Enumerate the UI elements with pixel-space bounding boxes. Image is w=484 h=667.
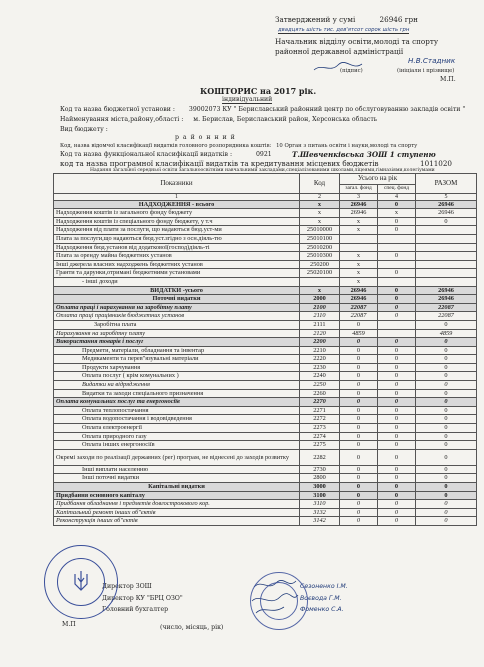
row-code: 3100 xyxy=(300,491,340,500)
row-label: Оплата електроенергії xyxy=(54,424,300,433)
table-row xyxy=(54,398,477,407)
footer-date-caption: (число, місяць, рік) xyxy=(160,624,224,631)
table-header-row xyxy=(54,174,477,185)
table-row xyxy=(54,252,477,261)
row-general-fund: 0 xyxy=(340,355,378,364)
row-general-fund: 0 xyxy=(340,346,378,355)
row-general-fund: 0 xyxy=(340,381,378,390)
row-total: 0 xyxy=(416,491,477,500)
row-total: 4859 xyxy=(416,329,477,338)
table-row xyxy=(54,277,477,286)
row-special-fund: 0 xyxy=(378,474,416,483)
table-row xyxy=(54,234,477,243)
row-label: Придбання обладнання і предметів довгострокового кор. xyxy=(54,500,300,509)
field-departmental xyxy=(60,143,417,149)
row-general-fund: 0 xyxy=(340,500,378,509)
row-label: Нарахування на заробітну плату xyxy=(54,329,300,338)
row-code: 2270 xyxy=(300,398,340,407)
row-special-fund: 0 xyxy=(378,508,416,517)
row-general-fund: 0 xyxy=(340,320,378,329)
row-total: 26946 xyxy=(416,209,477,218)
row-code: 3000 xyxy=(300,483,340,492)
row-general-fund: 0 xyxy=(340,363,378,372)
row-general-fund: 0 xyxy=(340,406,378,415)
row-special-fund: 0 xyxy=(378,355,416,364)
row-special-fund xyxy=(378,277,416,286)
row-label: Плата за послуги,що надаються бюд.уст.згідно з осн.діяль-тю xyxy=(54,234,300,243)
row-total: 0 xyxy=(416,217,477,226)
row-code: 2111 xyxy=(300,320,340,329)
row-label: Оплата послуг ( крім комунальних ) xyxy=(54,372,300,381)
row-special-fund: 0 xyxy=(378,252,416,261)
row-total: 0 xyxy=(416,500,477,509)
table-row xyxy=(54,260,477,269)
table-row xyxy=(54,432,477,441)
field-functional xyxy=(60,151,272,158)
approval-sign-caption-2: (ініціали і прізвище) xyxy=(397,68,455,74)
official-stamp-left xyxy=(44,545,118,619)
table-row xyxy=(54,508,477,517)
table-row xyxy=(54,415,477,424)
row-total: 0 xyxy=(416,441,477,450)
row-special-fund: 0 xyxy=(378,338,416,347)
approval-line1 xyxy=(275,15,418,24)
row-code: 25010200 xyxy=(300,243,340,252)
row-general-fund: 0 xyxy=(340,483,378,492)
row-total xyxy=(416,252,477,261)
signature-name-chief-accountant: Фоменко С.А. xyxy=(300,606,344,613)
row-code: 2220 xyxy=(300,355,340,364)
row-general-fund xyxy=(340,243,378,252)
row-special-fund: 0 xyxy=(378,312,416,321)
field-location xyxy=(60,116,377,123)
row-special-fund: 0 xyxy=(378,415,416,424)
col-number: 1 xyxy=(54,193,300,200)
row-general-fund: 0 xyxy=(340,474,378,483)
row-total xyxy=(416,269,477,278)
row-special-fund: 0 xyxy=(378,398,416,407)
table-row xyxy=(54,200,477,209)
row-label: Надходження бюд.установ від додаткової(господ)діяль-ті xyxy=(54,243,300,252)
row-total: 0 xyxy=(416,363,477,372)
row-general-fund: 26946 xyxy=(340,286,378,295)
row-total xyxy=(416,277,477,286)
table-row xyxy=(54,500,477,509)
row-special-fund: 0 xyxy=(378,295,416,304)
row-total: 0 xyxy=(416,320,477,329)
field-departmental-value: 10 Орган з питань освіти і науки,молоді та спорту xyxy=(276,143,418,149)
table-row xyxy=(54,295,477,304)
table-row xyxy=(54,483,477,492)
col-header-indicators: Показники xyxy=(54,174,300,194)
row-code: 3110 xyxy=(300,500,340,509)
table-row xyxy=(54,217,477,226)
field-program-label: код та назва програмної класифікації видатків та кредитування місцевих бюджетів xyxy=(60,159,379,168)
field-institution-label: Код та назва бюджетної установи : xyxy=(60,106,175,113)
row-total: 0 xyxy=(416,508,477,517)
row-code: x xyxy=(300,286,340,295)
row-code: 250200 xyxy=(300,260,340,269)
row-label: Інші виплати населенню xyxy=(54,465,300,474)
row-special-fund: 0 xyxy=(378,491,416,500)
row-general-fund: x xyxy=(340,260,378,269)
row-code: 2274 xyxy=(300,432,340,441)
row-label: Заробітна плата xyxy=(54,320,300,329)
row-total xyxy=(416,226,477,235)
row-label: Плата за оренду майна бюджетних установ xyxy=(54,252,300,261)
row-general-fund: 4859 xyxy=(340,329,378,338)
row-general-fund: x xyxy=(340,252,378,261)
row-general-fund: 0 xyxy=(340,432,378,441)
row-special-fund: 0 xyxy=(378,217,416,226)
row-code: x xyxy=(300,200,340,209)
row-special-fund xyxy=(378,243,416,252)
table-row xyxy=(54,226,477,235)
row-special-fund: 0 xyxy=(378,363,416,372)
col-header-total: РАЗОМ xyxy=(416,174,477,194)
row-general-fund: 22087 xyxy=(340,312,378,321)
table-row xyxy=(54,209,477,218)
row-total: 0 xyxy=(416,517,477,526)
row-label: Інші джерела власних надходжень бюджетних установ xyxy=(54,260,300,269)
row-code: 25010000 xyxy=(300,226,340,235)
row-total: 0 xyxy=(416,432,477,441)
table-row xyxy=(54,389,477,398)
row-general-fund: 0 xyxy=(340,424,378,433)
table-row xyxy=(54,329,477,338)
approval-position-2: районної державної адміністрації xyxy=(275,47,404,56)
row-special-fund: 0 xyxy=(378,372,416,381)
budget-table xyxy=(53,173,477,526)
row-total: 0 xyxy=(416,398,477,407)
row-label: Оплата інших енергоносіїв xyxy=(54,441,300,450)
field-institution-value: 39002073 КУ " Бериславський районний центр по обслуговуванню закладів освіти " xyxy=(188,106,466,113)
table-row xyxy=(54,363,477,372)
row-special-fund: 0 xyxy=(378,303,416,312)
table-row xyxy=(54,474,477,483)
row-special-fund: 0 xyxy=(378,483,416,492)
approval-mp: М.П. xyxy=(440,76,456,83)
row-special-fund xyxy=(378,320,416,329)
row-special-fund: 0 xyxy=(378,424,416,433)
row-label: Оплата водопостачання і водовідведення xyxy=(54,415,300,424)
row-label: Видатки на відрядження xyxy=(54,381,300,390)
table-row xyxy=(54,424,477,433)
row-code: 3132 xyxy=(300,508,340,517)
row-label: Оплата праці і нарахування на заробітну плату xyxy=(54,303,300,312)
row-total: 26946 xyxy=(416,295,477,304)
row-label: Надходження коштів із спеціального фонду бюджету, у т.ч xyxy=(54,217,300,226)
field-departmental-label: Код, назва відомчої класифікації видатків головного розпорядника коштів: xyxy=(60,143,272,149)
table-row xyxy=(54,346,477,355)
table-row xyxy=(54,406,477,415)
row-label: Предмети, матеріали, обладнання та інвентар xyxy=(54,346,300,355)
row-total: 0 xyxy=(416,372,477,381)
row-special-fund xyxy=(378,329,416,338)
signature-role-director-school: Директор ЗОШ xyxy=(102,583,152,590)
row-total: 0 xyxy=(416,474,477,483)
row-code: 2271 xyxy=(300,406,340,415)
field-budget-type-label: Вид бюджету : xyxy=(60,126,108,133)
footer-mp: М.П xyxy=(62,621,76,628)
row-general-fund: 0 xyxy=(340,389,378,398)
col-header-code: Код xyxy=(300,174,340,194)
row-total: 0 xyxy=(416,346,477,355)
row-general-fund: 26946 xyxy=(340,295,378,304)
row-label: НАДХОДЖЕННЯ - всього xyxy=(54,200,300,209)
row-total xyxy=(416,234,477,243)
col-header-special-fund: спец. фонд xyxy=(378,185,416,194)
row-general-fund: 26946 xyxy=(340,200,378,209)
row-general-fund: 0 xyxy=(340,372,378,381)
row-general-fund: 26946 xyxy=(340,209,378,218)
table-col-numbers-row xyxy=(54,193,477,200)
row-label: - інші доходи xyxy=(54,277,300,286)
row-code: 2210 xyxy=(300,346,340,355)
field-institution xyxy=(60,106,465,113)
table-row xyxy=(54,312,477,321)
row-special-fund: 0 xyxy=(378,346,416,355)
document-subtitle: індивідуальний xyxy=(222,96,273,103)
row-special-fund: 0 xyxy=(378,449,416,465)
row-code: 2230 xyxy=(300,363,340,372)
row-special-fund: 0 xyxy=(378,286,416,295)
row-total: 22087 xyxy=(416,303,477,312)
row-label: Видатки та заходи спеціального призначення xyxy=(54,389,300,398)
row-label: Капітальний ремонт інших об"єктів xyxy=(54,508,300,517)
approval-amount-words: двадцять шість тис. дев'ятсот сорок шість грн xyxy=(278,27,410,33)
row-general-fund: 22087 xyxy=(340,303,378,312)
row-special-fund: 0 xyxy=(378,389,416,398)
approval-position: Начальник відділу освіти,молоді та спорту xyxy=(275,37,439,46)
table-row xyxy=(54,517,477,526)
row-label: Оплата комунальних послуг та енергоносіїв xyxy=(54,398,300,407)
col-header-year-total: Усього на рік xyxy=(340,174,416,185)
row-total: 0 xyxy=(416,465,477,474)
field-functional-value: 0921 xyxy=(256,151,272,158)
row-total: 0 xyxy=(416,355,477,364)
row-special-fund: 0 xyxy=(378,500,416,509)
col-number: 2 xyxy=(300,193,340,200)
table-row xyxy=(54,338,477,347)
field-budget-type-value: р а й о н н и й xyxy=(175,134,236,141)
trident-icon xyxy=(73,570,89,592)
row-code: 2273 xyxy=(300,424,340,433)
table-row xyxy=(54,303,477,312)
row-label: Окремі заходи по реалізації державних (рег) програм, не віднесені до заходів розвитку xyxy=(54,449,300,465)
row-code: 2800 xyxy=(300,474,340,483)
row-total: 0 xyxy=(416,406,477,415)
row-code: 2000 xyxy=(300,295,340,304)
row-total xyxy=(416,260,477,269)
row-label: Використання товарів і послуг xyxy=(54,338,300,347)
row-special-fund xyxy=(378,234,416,243)
row-code: 25010100 xyxy=(300,234,340,243)
approval-signature xyxy=(312,58,372,68)
signature-name-director-school: Сезоненко І.М. xyxy=(300,583,348,590)
row-label: Поточні видатки xyxy=(54,295,300,304)
row-total: 22087 xyxy=(416,312,477,321)
row-code: x xyxy=(300,217,340,226)
row-special-fund: 0 xyxy=(378,441,416,450)
row-general-fund: 0 xyxy=(340,465,378,474)
row-code xyxy=(300,277,340,286)
row-total: 0 xyxy=(416,415,477,424)
table-row xyxy=(54,243,477,252)
row-total: 0 xyxy=(416,449,477,465)
table-row xyxy=(54,355,477,364)
table-row xyxy=(54,465,477,474)
row-code: 2260 xyxy=(300,389,340,398)
row-general-fund: 0 xyxy=(340,491,378,500)
row-total: 0 xyxy=(416,483,477,492)
row-code: 25010300 xyxy=(300,252,340,261)
row-general-fund xyxy=(340,234,378,243)
row-code: 2110 xyxy=(300,312,340,321)
approval-label: Затверджений у сумі xyxy=(275,15,356,24)
row-general-fund: 0 xyxy=(340,415,378,424)
row-general-fund: x xyxy=(340,226,378,235)
row-total: 0 xyxy=(416,381,477,390)
row-special-fund: 0 xyxy=(378,200,416,209)
row-special-fund: 0 xyxy=(378,465,416,474)
row-label: Продукти харчування xyxy=(54,363,300,372)
row-code: 2240 xyxy=(300,372,340,381)
row-special-fund: 0 xyxy=(378,226,416,235)
col-header-general-fund: загал. фонд xyxy=(340,185,378,194)
row-special-fund: 0 xyxy=(378,381,416,390)
row-label: Надходження коштів із загального фонду бюджету xyxy=(54,209,300,218)
row-label: ВИДАТКИ -усього xyxy=(54,286,300,295)
field-location-label: Найменування міста,району,області : xyxy=(60,116,184,123)
row-total: 26946 xyxy=(416,286,477,295)
row-label: Надходження від плати за послуги, що надаються бюд.уст-ми xyxy=(54,226,300,235)
row-special-fund: 0 xyxy=(378,406,416,415)
row-special-fund xyxy=(378,260,416,269)
field-functional-label: Код та назва функціональної класифікації видатків : xyxy=(60,151,233,158)
row-code: 2730 xyxy=(300,465,340,474)
row-total: 0 xyxy=(416,424,477,433)
row-general-fund: 0 xyxy=(340,441,378,450)
row-special-fund: 0 xyxy=(378,517,416,526)
row-total: 26946 xyxy=(416,200,477,209)
row-code: x xyxy=(300,209,340,218)
row-total: 0 xyxy=(416,338,477,347)
table-row xyxy=(54,491,477,500)
table-row xyxy=(54,381,477,390)
signature-role-director-center: Директор КУ "БРЦ ОЗО" xyxy=(102,595,183,602)
field-location-value: м. Берислав, Бериславський район, Херсонська область xyxy=(193,116,378,123)
table-row xyxy=(54,372,477,381)
signature-role-chief-accountant: Головний бухгалтер xyxy=(102,606,169,613)
approval-signature-name: Н.В.Стадник xyxy=(408,56,456,65)
row-code: 25020100 xyxy=(300,269,340,278)
document-title: КОШТОРИС на 2017 рік. xyxy=(200,86,317,96)
program-note: Надання загальної середньої освіти загальноосвітніми навчальними закладами,спеціалізованими школами,ліцеями,гімназіями,колегіумами xyxy=(90,168,435,173)
row-code: 2250 xyxy=(300,381,340,390)
row-label: Реконструкція інших об"єктів xyxy=(54,517,300,526)
school-name: Т.Шевченківська ЗОШ 1 ступеню xyxy=(292,150,436,159)
row-code: 3142 xyxy=(300,517,340,526)
row-label: Оплата теплопостачання xyxy=(54,406,300,415)
table-row xyxy=(54,320,477,329)
table-row xyxy=(54,286,477,295)
approval-sign-caption: (підпис) xyxy=(340,68,363,74)
row-general-fund: 0 xyxy=(340,508,378,517)
row-label: Капітальні видатки xyxy=(54,483,300,492)
table-row xyxy=(54,449,477,465)
col-number: 4 xyxy=(378,193,416,200)
col-number: 3 xyxy=(340,193,378,200)
row-label: Інші поточні видатки xyxy=(54,474,300,483)
approval-amount: 26946 грн xyxy=(379,15,418,24)
row-general-fund: 0 xyxy=(340,449,378,465)
row-label: Оплата природного газу xyxy=(54,432,300,441)
row-code: 2275 xyxy=(300,441,340,450)
row-special-fund: 0 xyxy=(378,432,416,441)
row-general-fund: x xyxy=(340,269,378,278)
row-code: 2120 xyxy=(300,329,340,338)
official-stamp-right xyxy=(250,572,308,630)
row-general-fund: 0 xyxy=(340,517,378,526)
row-special-fund: 0 xyxy=(378,269,416,278)
row-general-fund: x xyxy=(340,217,378,226)
row-code: 2100 xyxy=(300,303,340,312)
row-total xyxy=(416,243,477,252)
row-total: 0 xyxy=(416,389,477,398)
row-label: Медикаменти та перев"язувальні матеріали xyxy=(54,355,300,364)
row-code: 2282 xyxy=(300,449,340,465)
row-code: 2272 xyxy=(300,415,340,424)
row-general-fund: x xyxy=(340,277,378,286)
table-row xyxy=(54,441,477,450)
row-general-fund: 0 xyxy=(340,338,378,347)
row-label: Придбання основного капіталу xyxy=(54,491,300,500)
field-program-value: 1011020 xyxy=(420,159,453,168)
signature-name-director-center: Воєвода Г.М. xyxy=(300,595,342,602)
row-label: Оплата праці працівників бюджетних установ xyxy=(54,312,300,321)
row-general-fund: 0 xyxy=(340,398,378,407)
row-special-fund: x xyxy=(378,209,416,218)
row-label: Гранти та дарунки,отримані бюджетними установами xyxy=(54,269,300,278)
col-number: 5 xyxy=(416,193,477,200)
row-code: 2200 xyxy=(300,338,340,347)
table-row xyxy=(54,269,477,278)
